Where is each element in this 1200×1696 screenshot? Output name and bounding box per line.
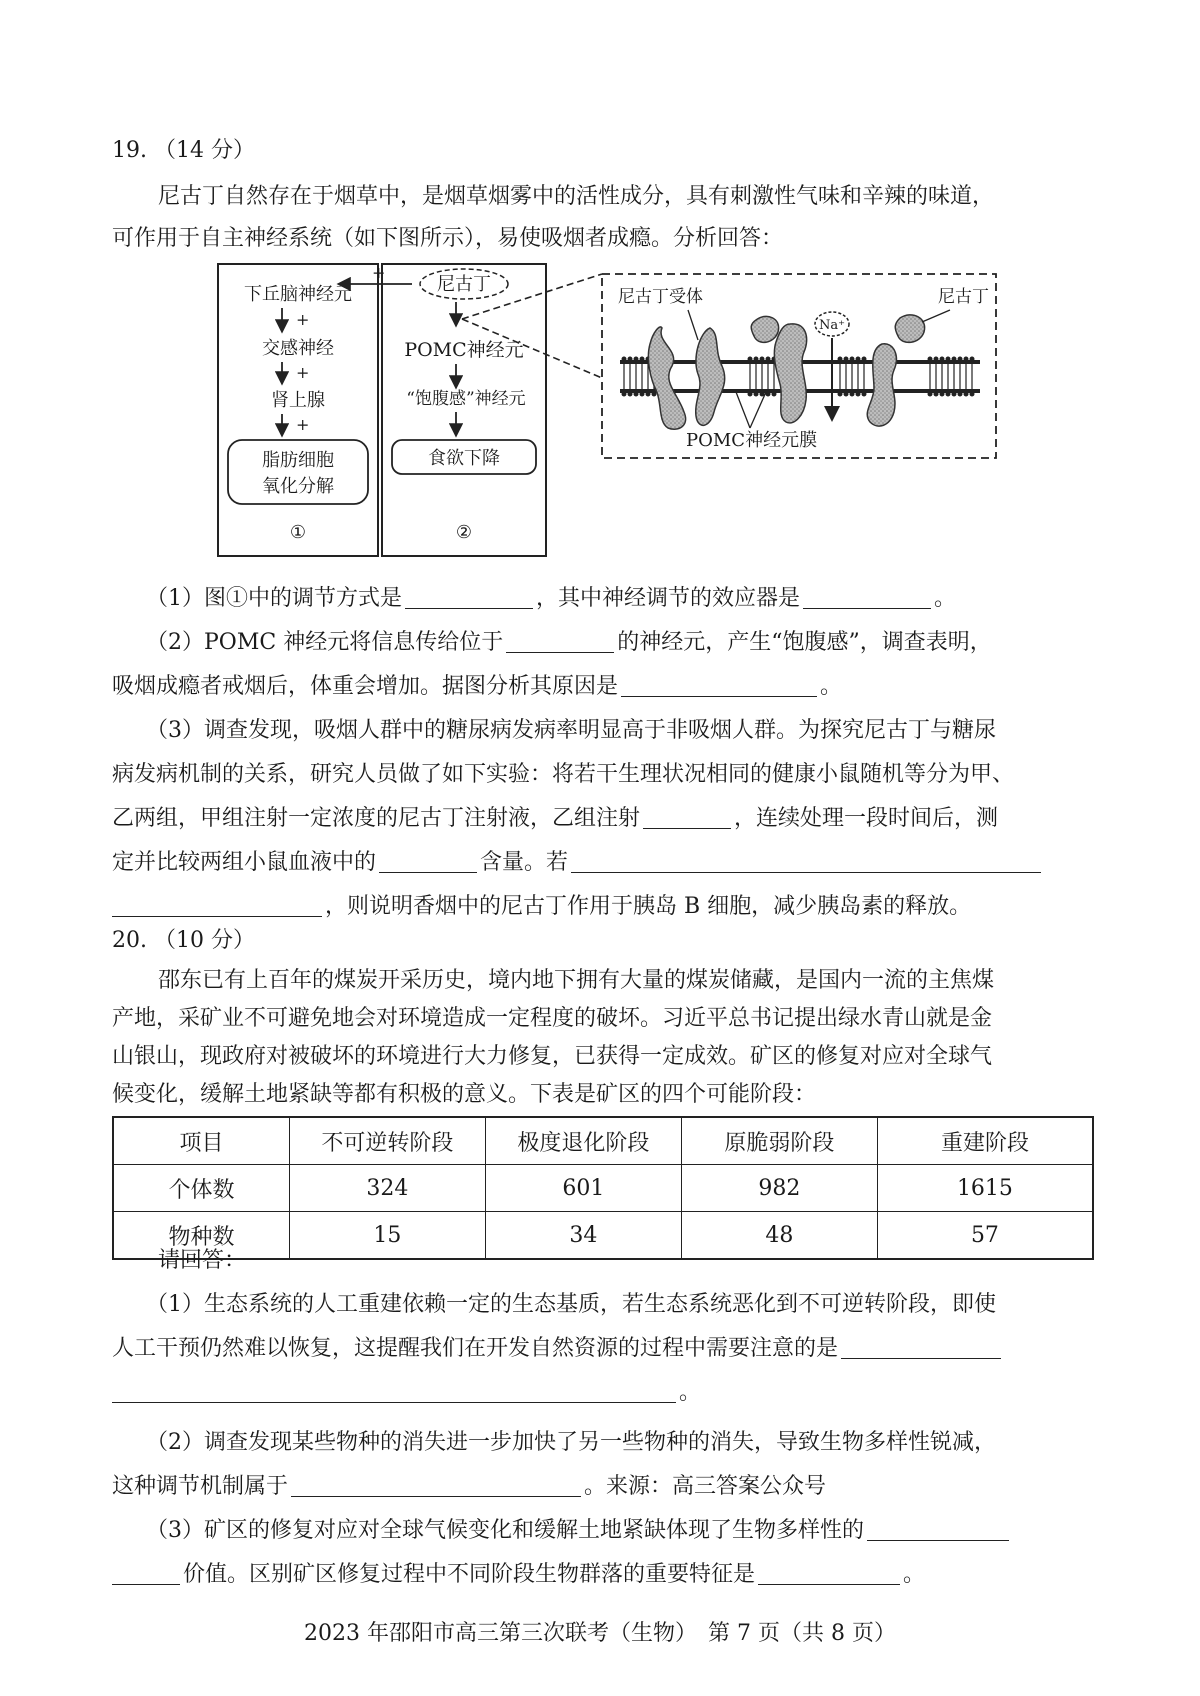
table-cell: 982 — [681, 1165, 877, 1212]
q20-part3-line2: 价值。区别矿区修复过程中不同阶段生物群落的重要特征是 。 — [112, 1560, 925, 1590]
q20-part2-line1: （2）调查发现某些物种的消失进一步加快了另一些物种的消失，导致生物多样性锐减， — [146, 1430, 996, 1455]
answer-blank[interactable] — [291, 1474, 581, 1497]
answer-blank[interactable] — [379, 850, 477, 873]
answer-blank[interactable] — [621, 674, 817, 697]
table-cell: 物种数 — [113, 1212, 289, 1260]
table-cell: 601 — [485, 1165, 681, 1212]
panel1-outcome-line1: 脂肪细胞 — [262, 450, 334, 471]
answer-blank[interactable] — [112, 894, 322, 917]
panel1-node-sympathetic: 交感神经 — [262, 338, 334, 359]
nicotine-label: 尼古丁 — [938, 287, 989, 307]
table-header-cell: 重建阶段 — [877, 1117, 1093, 1165]
receptor-closed — [648, 327, 724, 429]
q20-part1-line2: 人工干预仍然难以恢复，这提醒我们在开发自然资源的过程中需要注意的是 — [112, 1334, 1004, 1364]
table-header-cell: 极度退化阶段 — [485, 1117, 681, 1165]
link-plus-sign: + — [372, 263, 386, 282]
table-header-cell: 原脆弱阶段 — [681, 1117, 877, 1165]
q19-intro-line2: 可作用于自主神经系统（如下图所示），易使吸烟者成瘾。分析回答： — [112, 226, 784, 251]
plus-sign: + — [296, 363, 310, 382]
table-cell: 48 — [681, 1212, 877, 1260]
q19-part3-line5: ，则说明香烟中的尼古丁作用于胰岛 B 细胞，减少胰岛素的释放。 — [112, 892, 971, 922]
table-cell: 个体数 — [113, 1165, 289, 1212]
q20-intro-line3: 山银山，现政府对被破坏的环境进行大力修复，已获得一定成效。矿区的修复对应对全球气 — [112, 1044, 993, 1069]
table-row — [113, 1212, 1093, 1260]
q19-part3-line3: 乙两组，甲组注射一定浓度的尼古丁注射液，乙组注射 ，连续处理一段时间后，测 — [112, 806, 999, 831]
plus-sign: + — [296, 415, 310, 434]
table-cell: 34 — [485, 1212, 681, 1260]
sodium-ion-label: Na⁺ — [819, 318, 845, 333]
answer-blank[interactable] — [758, 1562, 900, 1585]
q20-header: 20. （10 分） — [112, 928, 255, 953]
membrane-label: POMC神经元膜 — [686, 430, 818, 451]
q19-part2-line1: （2）POMC 神经元将信息传给位于 的神经元，产生“饱腹感”，调查表明， — [146, 630, 992, 655]
answer-blank[interactable] — [643, 806, 731, 829]
panel2-nicotine: 尼古丁 — [437, 274, 491, 295]
panel1-outcome-line2: 氧化分解 — [262, 476, 334, 497]
nicotine-molecule-left — [751, 316, 778, 342]
table-cell: 324 — [289, 1165, 485, 1212]
table-header-cell: 不可逆转阶段 — [289, 1117, 485, 1165]
answer-blank[interactable] — [867, 1518, 1009, 1541]
plus-sign: + — [296, 310, 310, 329]
q20-part1-line3: 。 — [112, 1378, 701, 1408]
answer-blank[interactable] — [112, 1380, 676, 1403]
panel1-label: ① — [289, 522, 307, 543]
answer-blank[interactable] — [841, 1336, 1001, 1359]
receptor-label: 尼古丁受体 — [618, 287, 703, 307]
q19-part3-line2: 病发病机制的关系，研究人员做了如下实验：将若干生理状况相同的健康小鼠随机等分为甲、 — [112, 762, 1015, 787]
panel2-outcome: 食欲下降 — [428, 448, 500, 469]
q19-header: 19. （14 分） — [112, 138, 255, 163]
q19-part1: （1）图①中的调节方式是 ，其中神经调节的效应器是 。 — [146, 586, 957, 611]
q20-intro-line1: 邵东已有上百年的煤炭开采历史，境内地下拥有大量的煤炭储藏，是国内一流的主焦煤 — [158, 968, 995, 993]
q20-part2-line2: 这种调节机制属于 。来源：高三答案公众号 — [112, 1474, 827, 1499]
panel2-node-satiety: “饱腹感”神经元 — [406, 389, 526, 409]
answer-blank[interactable] — [112, 1562, 180, 1585]
q20-ask: 请回答： — [158, 1248, 247, 1273]
mining-stage-table — [112, 1116, 1094, 1260]
answer-blank[interactable] — [405, 586, 533, 609]
q20-intro-line4: 候变化，缓解土地紧缺等都有积极的意义。下表是矿区的四个可能阶段： — [112, 1082, 817, 1107]
table-header-row — [113, 1117, 1093, 1165]
nicotine-molecule-right — [895, 315, 924, 343]
answer-blank[interactable] — [803, 586, 931, 609]
page-footer: 2023 年邵阳市高三第三次联考（生物） 第 7 页（共 8 页） — [304, 1621, 896, 1646]
panel1-node-hypothalamus: 下丘脑神经元 — [244, 284, 352, 305]
q20-part1-line1: （1）生态系统的人工重建依赖一定的生态基质，若生态系统恶化到不可逆转阶段，即使 — [146, 1292, 996, 1317]
table-cell: 15 — [289, 1212, 485, 1260]
nicotine-regulation-figure — [210, 262, 1000, 562]
table-cell: 1615 — [877, 1165, 1093, 1212]
panel1-node-adrenal: 肾上腺 — [271, 390, 325, 411]
q19-part2-line2: 吸烟成瘾者戒烟后，体重会增加。据图分析其原因是 。 — [112, 674, 843, 699]
q19-part3-line1: （3）调查发现，吸烟人群中的糖尿病发病率明显高于非吸烟人群。为探究尼古丁与糖尿 — [146, 718, 996, 743]
q20-part3-line1: （3）矿区的修复对应对全球气候变化和缓解土地紧缺体现了生物多样性的 — [146, 1516, 1012, 1546]
answer-blank[interactable] — [571, 850, 1041, 873]
q19-intro-line1: 尼古丁自然存在于烟草中，是烟草烟雾中的活性成分，具有刺激性气味和辛辣的味道， — [158, 184, 995, 209]
table-row — [113, 1165, 1093, 1212]
panel-2-frame — [382, 264, 546, 556]
q20-intro-line2: 产地，采矿业不可避免地会对环境造成一定程度的破坏。习近平总书记提出绿水青山就是金 — [112, 1006, 993, 1031]
table-header-cell: 项目 — [113, 1117, 289, 1165]
table-cell: 57 — [877, 1212, 1093, 1260]
receptor-open — [774, 324, 896, 426]
q19-part3-line4: 定并比较两组小鼠血液中的 含量。若 — [112, 848, 1044, 878]
answer-blank[interactable] — [506, 630, 614, 653]
panel2-label: ② — [455, 522, 473, 543]
panel2-node-pomc: POMC神经元 — [404, 339, 524, 361]
